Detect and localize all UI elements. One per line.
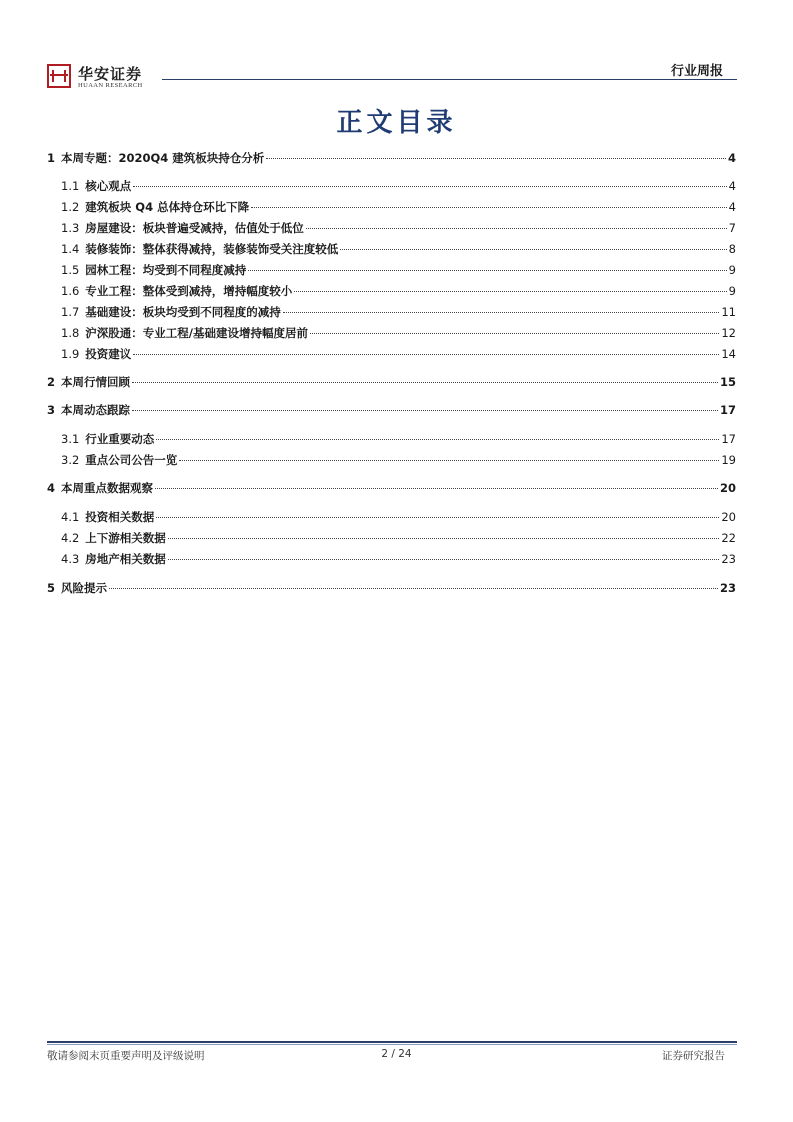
toc-entry-number: 1.1: [61, 179, 80, 193]
toc-entry-label: 上下游相关数据: [85, 531, 166, 545]
toc-entry-label: 房屋建设：板块普遍受减持，估值处于低位: [85, 221, 304, 235]
toc-leader-dots: [168, 559, 720, 560]
toc-entry[interactable]: [47, 241, 736, 259]
toc-entry-page: 17: [719, 403, 736, 417]
toc-entry-label: 风险提示: [61, 581, 108, 595]
toc-entry-page: 17: [721, 432, 736, 446]
toc-entry-number: 1.6: [61, 284, 80, 298]
toc-entry-label: 投资建议: [85, 347, 132, 361]
toc-entry-page: 23: [721, 552, 736, 566]
toc-leader-dots: [156, 517, 719, 518]
toc-entry[interactable]: [47, 178, 736, 196]
toc-entry-number: 1: [47, 151, 56, 165]
toc-leader-dots: [133, 354, 719, 355]
toc-leader-dots: [179, 460, 719, 461]
toc-entry-page: 15: [719, 375, 736, 389]
footer-divider-thin: [47, 1044, 737, 1045]
toc-entry-page: 22: [721, 531, 736, 545]
toc-entry-label: 专业工程：整体受到减持，增持幅度较小: [85, 284, 293, 298]
toc-entry-label: 核心观点: [85, 179, 132, 193]
toc-entry-number: 4.2: [61, 531, 80, 545]
page-title: 正文目录: [336, 108, 457, 138]
toc-entry-label: 行业重要动态: [85, 432, 155, 446]
toc-entry-page: 8: [728, 242, 736, 256]
toc-entry-number: 2: [47, 375, 56, 389]
toc-entry-page: 11: [721, 305, 736, 319]
toc-entry[interactable]: [47, 304, 736, 322]
toc-entry-number: 1.5: [61, 263, 80, 277]
toc-entry-label: 装修装饰：整体获得减持，装修装饰受关注度较低: [85, 242, 339, 256]
toc-leader-dots: [168, 538, 720, 539]
toc-entry-number: 3: [47, 403, 56, 417]
toc-entry-page: 9: [728, 284, 736, 298]
toc-leader-dots: [155, 488, 718, 489]
footer-divider: [47, 1041, 737, 1043]
toc-entry[interactable]: [47, 374, 736, 392]
toc-entry[interactable]: [47, 262, 736, 280]
toc-entry-page: 12: [721, 326, 736, 340]
toc-leader-dots: [283, 312, 720, 313]
toc-entry-number: 1.3: [61, 221, 80, 235]
toc-entry-page: 4: [728, 179, 736, 193]
toc-leader-dots: [156, 439, 719, 440]
toc-leader-dots: [133, 186, 726, 187]
toc-entry[interactable]: [47, 480, 736, 498]
toc-entry-page: 9: [728, 263, 736, 277]
toc-entry-label: 投资相关数据: [85, 510, 155, 524]
toc-entry[interactable]: [47, 551, 736, 569]
toc-entry-number: 5: [47, 581, 56, 595]
toc-entry-label: 房地产相关数据: [85, 552, 166, 566]
toc-entry-label: 本周动态跟踪: [61, 403, 131, 417]
toc-entry-label: 沪深股通：专业工程/基础建设增持幅度居前: [85, 326, 308, 340]
toc-entry-label: 本周专题：2020Q4 建筑板块持仓分析: [61, 151, 265, 165]
toc-leader-dots: [248, 270, 726, 271]
toc-entry-number: 4: [47, 481, 56, 495]
logo-chinese-name: 华安证券: [78, 65, 143, 83]
page-indicator: 2 / 24: [381, 1048, 412, 1060]
toc-entry-label: 本周重点数据观察: [61, 481, 154, 495]
company-logo: [47, 63, 157, 93]
toc-entry-page: 14: [721, 347, 736, 361]
header-divider: [162, 79, 737, 80]
toc-entry[interactable]: [47, 346, 736, 364]
toc-entry[interactable]: [47, 283, 736, 301]
toc-entry-number: 1.8: [61, 326, 80, 340]
footer-disclaimer: 敬请参阅末页重要声明及评级说明: [47, 1050, 205, 1062]
toc-entry-number: 3.1: [61, 432, 80, 446]
toc-leader-dots: [294, 291, 726, 292]
toc-entry[interactable]: [47, 530, 736, 548]
toc-entry[interactable]: [47, 220, 736, 238]
toc-entry[interactable]: [47, 150, 736, 168]
toc-entry-page: 4: [728, 200, 736, 214]
toc-entry[interactable]: [47, 199, 736, 217]
toc-entry-page: 19: [721, 453, 736, 467]
toc-leader-dots: [340, 249, 726, 250]
toc-entry-number: 3.2: [61, 453, 80, 467]
toc-entry-label: 园林工程：均受到不同程度减持: [85, 263, 247, 277]
toc-entry[interactable]: [47, 402, 736, 420]
toc-entry-label: 基础建设：板块均受到不同程度的减持: [85, 305, 281, 319]
toc-entry[interactable]: [47, 325, 736, 343]
toc-leader-dots: [310, 333, 719, 334]
toc-entry-number: 4.3: [61, 552, 80, 566]
toc-entry-page: 7: [728, 221, 736, 235]
toc-leader-dots: [251, 207, 727, 208]
footer-doc-type: 证券研究报告: [662, 1050, 725, 1062]
report-type: 行业周报: [670, 64, 723, 79]
seal-icon: [47, 64, 71, 88]
toc-entry-number: 1.7: [61, 305, 80, 319]
toc-entry-number: 1.9: [61, 347, 80, 361]
toc-entry-number: 1.2: [61, 200, 80, 214]
toc-entry-page: 4: [727, 151, 736, 165]
toc-entry[interactable]: [47, 509, 736, 527]
logo-english-name: HUAAN RESEARCH: [78, 82, 143, 89]
toc-entry[interactable]: [47, 452, 736, 470]
toc-entry[interactable]: [47, 580, 736, 598]
toc-leader-dots: [266, 158, 726, 159]
toc-entry-label: 建筑板块 Q4 总体持仓环比下降: [85, 200, 250, 214]
toc-entry-label: 本周行情回顾: [61, 375, 131, 389]
toc-leader-dots: [132, 410, 718, 411]
toc-entry-page: 23: [719, 581, 736, 595]
toc-entry-number: 1.4: [61, 242, 80, 256]
toc-entry-label: 重点公司公告一览: [85, 453, 178, 467]
toc-entry-page: 20: [721, 510, 736, 524]
toc-entry[interactable]: [47, 431, 736, 449]
toc-leader-dots: [306, 228, 727, 229]
toc-leader-dots: [132, 382, 718, 383]
toc-entry-number: 4.1: [61, 510, 80, 524]
toc-entry-page: 20: [719, 481, 736, 495]
toc-leader-dots: [109, 588, 718, 589]
